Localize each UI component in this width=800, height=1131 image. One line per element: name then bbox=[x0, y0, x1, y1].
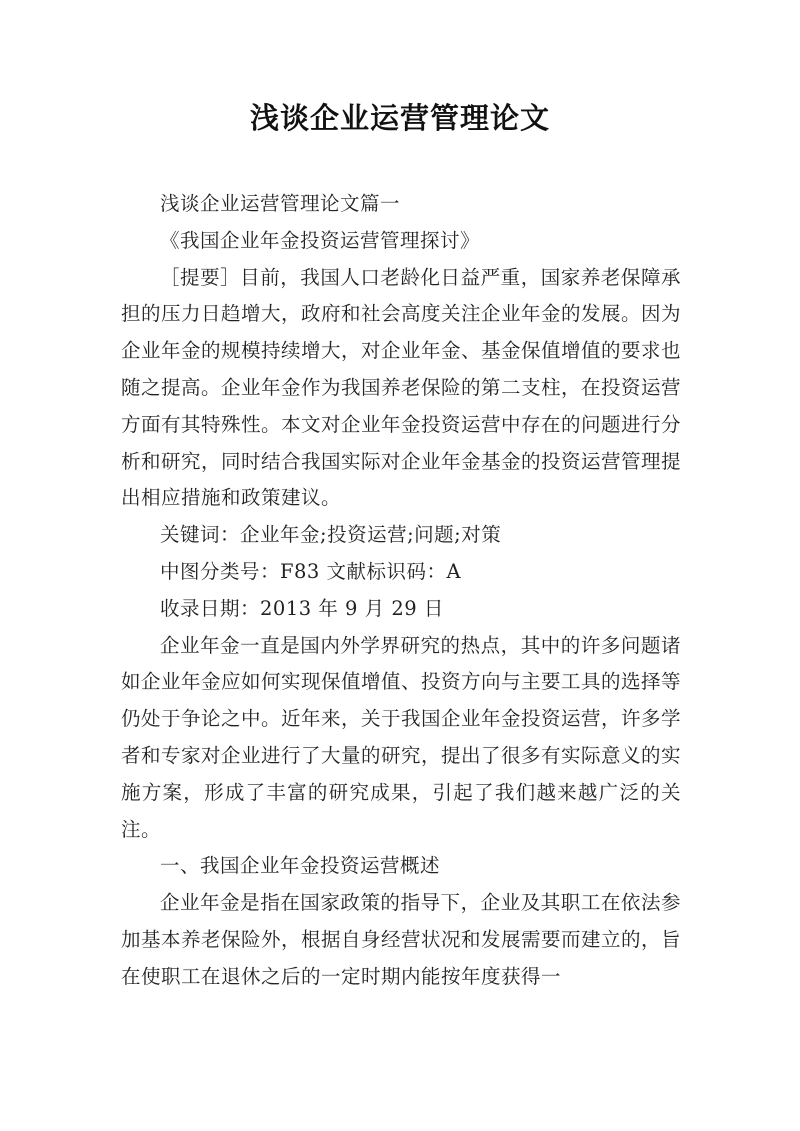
document-body bbox=[121, 186, 681, 996]
received-date-line: 收录日期：2013 年 9 月 29 日 bbox=[160, 596, 444, 620]
intro-paragraph: 企业年金一直是国内外学界研究的热点，其中的许多问题诸如企业年金应如何实现保值增值、投资方向与主要工具的选择等仍处于争论之中。近年来，关于我国企业年金投资运营，许多学者和专家对企业进行了大量的研究，提出了很多有实际意义的实施方案，形成了丰富的研究成果，引起了我们越来越广泛的关注。 bbox=[121, 633, 682, 841]
section-heading: 一、我国企业年金投资运营概述 bbox=[160, 854, 441, 878]
article-subtitle: 《我国企业年金投资运营管理探讨》 bbox=[160, 228, 481, 252]
classification-line: 中图分类号：F83 文献标识码：A bbox=[160, 559, 462, 583]
section-paragraph: 企业年金是指在国家政策的指导下，企业及其职工在依法参加基本养老保险外，根据自身经营状况和发展需要而建立的，旨在使职工在退休之后的一定时期内能按年度获得一 bbox=[121, 891, 682, 988]
document-title: 浅谈企业运营管理论文 bbox=[249, 101, 550, 135]
article-heading: 浅谈企业运营管理论文篇一 bbox=[160, 192, 401, 215]
keywords-line: 关键词：企业年金;投资运营;问题;对策 bbox=[160, 523, 502, 547]
abstract-paragraph: ［提要］目前，我国人口老龄化日益严重，国家养老保障承担的压力日趋增大，政府和社会高度关注企业年金的发展。因为企业年金的规模持续增大，对企业年金、基金保值增值的要求也随之提高。企业年金作为我国养老保险的第二支柱，在投资运营方面有其特殊性。本文对企业年金投资运营中存在的问题进行分析和研究，同时结合我国实际对企业年金基金的投资运营管理提出相应措施和政策建议。 bbox=[121, 265, 682, 510]
